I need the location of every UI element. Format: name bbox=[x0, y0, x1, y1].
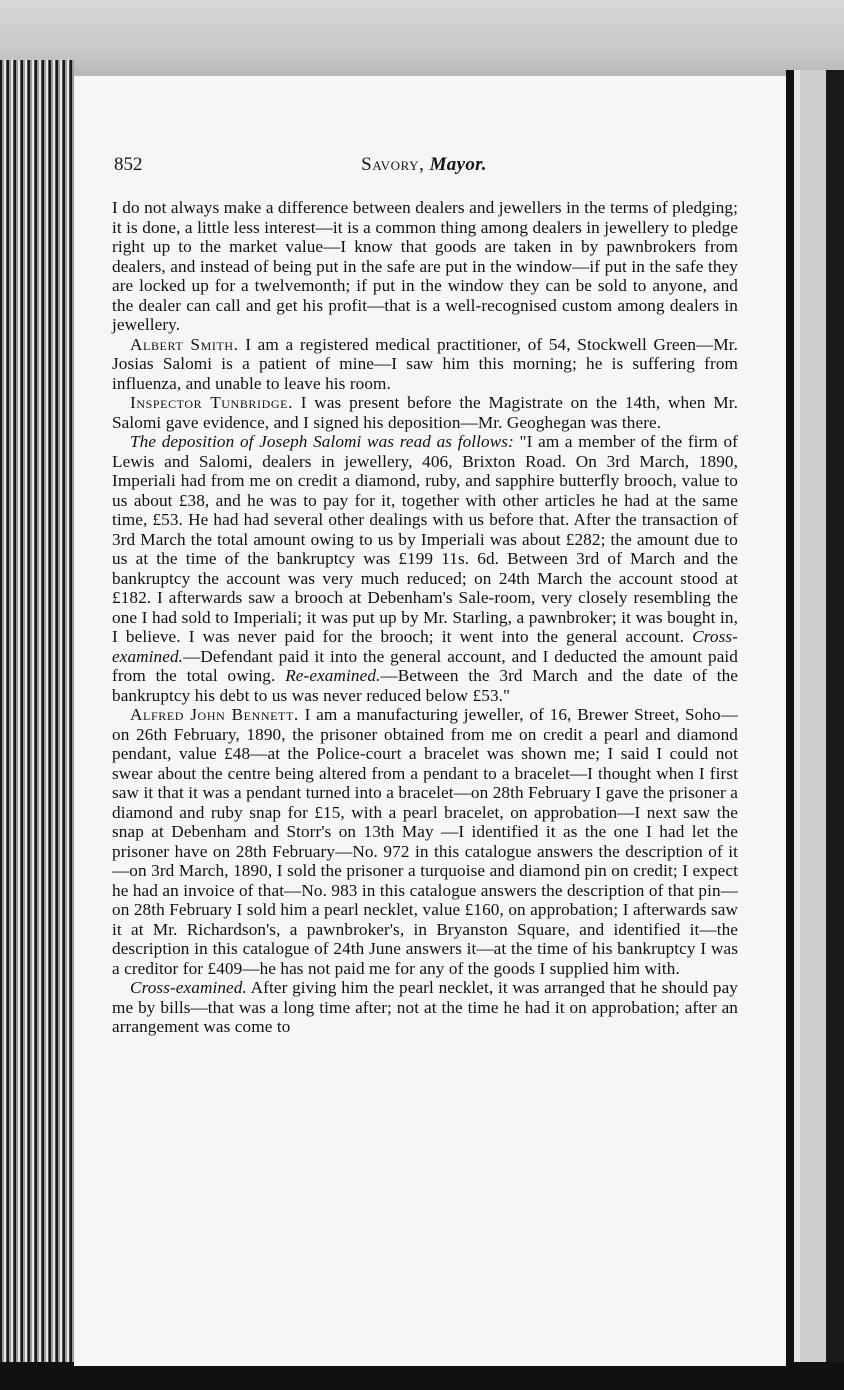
paragraph-albert-smith: Albert Smith. I am a registered medical practitioner, of 54, Stockwell Green—Mr. Josias Salomi is a patient of mine—I saw him this morning; he is suffering from influenza, and unable to leave his room. bbox=[112, 334, 738, 393]
paragraph-alfred-bennett: Alfred John Bennett. I am a manufacturing jeweller, of 16, Brewer Street, Soho—on 26th February, 1890, the prisoner obtained from me on credit a pearl and diamond pendant, value £48—at the Police-court a bracelet was shown me; I said I could not swear about the centre being altered from a pendant to a bracelet—I thought when I first saw it that it was a pendant turned into a bracelet—on 28th February I gave the prisoner a diamond and ruby snap for £15, with a pearl bracelet, on approbation—I next saw the snap at Debenham and Storr's on 13th May —I identified it as the one I had let the prisoner have on 28th February—No. 972 in this catalogue answers the description of it—on 3rd March, 1890, I sold the prisoner a turquoise and diamond pin on credit; I expect he had an invoice of that—No. 983 in this catalogue answers the description of that pin—on 28th February I sold him a pearl necklet, value £160, on approbation; I afterwards saw it at Mr. Richardson's, a pawnbroker's, in Bryanston Square, and identified it—the description in this catalogue of 24th June answers it—at the time of his bankruptcy I was a creditor for £409—he has not paid me for any of the goods I supplied him with. bbox=[112, 705, 738, 978]
re-examined-label: Re-examined. bbox=[285, 666, 381, 685]
running-head-title: Mayor. bbox=[429, 154, 487, 175]
paragraph-bennett-cross: Cross-examined. After giving him the pearl necklet, it was arranged that he should pay me by bills—that was a long time after; not at the time he had it on approbation; after an arrangement was come to bbox=[112, 978, 738, 1036]
book-spine-edge bbox=[0, 60, 74, 1390]
scan-bottom-margin bbox=[0, 1362, 844, 1390]
running-head bbox=[114, 154, 734, 176]
cross-examined-label: Cross-examined. bbox=[130, 978, 247, 997]
scan-top-margin bbox=[0, 0, 844, 82]
paragraph-inspector-tunbridge: Inspector Tunbridge. I was present before the Magistrate on the 14th, when Mr. Salomi gave evidence, and I signed his deposition—Mr. Geoghegan was there. bbox=[112, 393, 738, 432]
paragraph-pledging: I do not always make a difference between dealers and jewellers in the terms of pledging; it is done, a little less interest—it is a common thing among dealers in jewellery to pledge right up to the market value—I know that goods are taken in by pawnbrokers from dealers, and instead of being put in the safe are put in the window—if put in the safe they are locked up for a twelvemonth; if put in the window they can be sold to anyone, and the dealer can call and get his profit—that is a well-recognised custom among dealers in jewellery. bbox=[112, 198, 738, 334]
book-right-edge bbox=[786, 70, 844, 1390]
running-head-name: Savory, bbox=[361, 154, 425, 175]
book-page bbox=[74, 76, 786, 1366]
page-body bbox=[112, 198, 738, 1037]
deposition-lead: The deposition of Joseph Salomi was read as follows: bbox=[130, 432, 514, 451]
cross-examined-label: Cross-examined. bbox=[112, 627, 738, 666]
speaker-name: Inspector Tunbridge. bbox=[130, 393, 293, 412]
paragraph-salomi-deposition: The deposition of Joseph Salomi was read as follows: "I am a member of the firm of Lewis and Salomi, dealers in jewellery, 406, Brixton Road. On 3rd March, 1890, Imperiali had from me on credit a diamond, ruby, and sapphire butterfly brooch, value to us about £38, and he was to pay for it, together with other articles he had at the same time, £53. He had had several other dealings with us before that. After the transaction of 3rd March the total amount owing to us by Imperiali was about £282; the amount due to us at the time of the bankruptcy was £199 11s. 6d. Between 3rd of March and the bankruptcy the account was very much reduced; on 24th March the account stood at £182. I afterwards saw a brooch at Debenham's Sale-room, very closely resembling the one I had sold to Imperiali; it was put up by Mr. Starling, a pawnbroker; it was bought in, I believe. I was never paid for the brooch; it went into the general account. Cross-examined.—Defendant paid it into the general account, and I deducted the amount paid from the total owing. Re-examined.—Between the 3rd March and the date of the bankruptcy his debt to us was never reduced below £53." bbox=[112, 432, 738, 705]
page-header bbox=[114, 154, 734, 182]
speaker-name: Alfred John Bennett. bbox=[130, 705, 299, 724]
page-number: 852 bbox=[114, 154, 143, 175]
speaker-name: Albert Smith. bbox=[130, 334, 239, 354]
